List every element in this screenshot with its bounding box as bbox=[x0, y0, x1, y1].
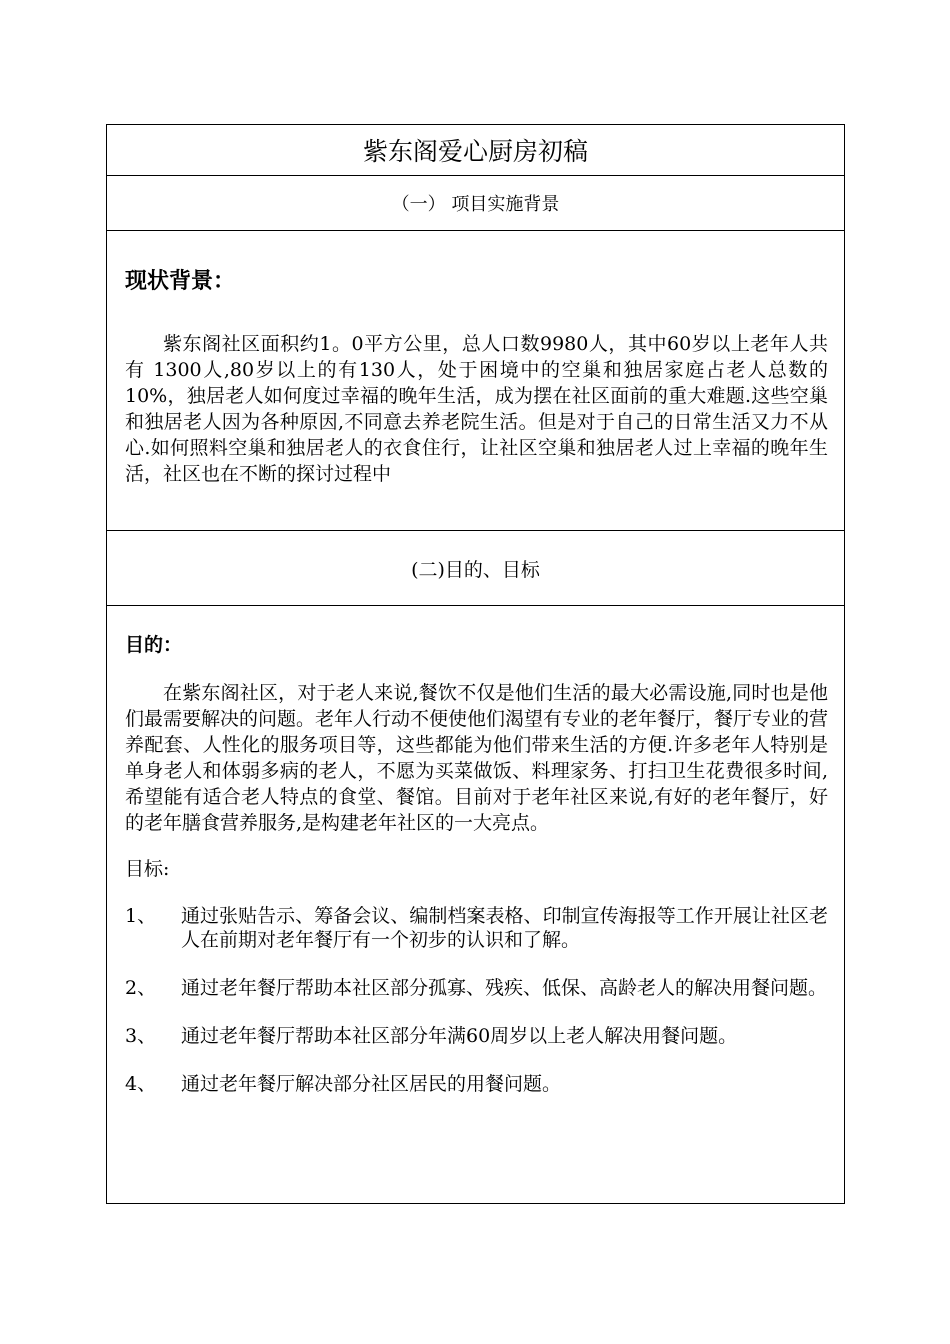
purpose-paragraph: 在紫东阁社区，对于老人来说,餐饮不仅是他们生活的最大必需设施,同时也是他们最需要解决的问题。老年人行动不便使他们渴望有专业的老年餐厅，餐厅专业的营养配套、人性化的服务项目等，这些都能为他们带来生活的方便.许多老年人特别是单身老人和体弱多病的老人，不愿为买菜做饭、料理家务、打扫卫生花费很多时间,希望能有适合老人特点的食堂、餐馆。目前对于老年社区来说,有好的老年餐厅，好的老年膳食营养服务,是构建老年社区的一大亮点。 bbox=[125, 682, 829, 834]
goal-text: 通过张贴告示、筹备会议、编制档案表格、印制宣传海报等工作开展让社区老人在前期对老年餐厅有一个初步的认识和了解。 bbox=[181, 905, 828, 951]
section2-heading-row bbox=[107, 531, 844, 606]
purpose-section bbox=[107, 606, 844, 1203]
section1-heading-row bbox=[107, 176, 844, 231]
background-paragraph: 紫东阁社区面积约1。0平方公里，总人口数9980人，其中60岁以上老年人共有 1300人,80岁以上的有130人，处于困境中的空巢和独居家庭占老人总数的10%，独居老人如何度过幸福的晚年生活，成为摆在社区面前的重大难题.这些空巢和独居老人因为各种原因,不同意去养老院生活。但是对于自己的日常生活又力不从心.如何照料空巢和独居老人的衣食住行，让社区空巢和独居老人过上幸福的晚年生活，社区也在不断的探讨过程中 bbox=[125, 333, 828, 485]
goal-text: 通过老年餐厅解决部分社区居民的用餐问题。 bbox=[181, 1073, 562, 1095]
goal-number: 2、 bbox=[125, 977, 157, 999]
document-table bbox=[106, 124, 845, 1204]
goal-text: 通过老年餐厅帮助本社区部分年满60周岁以上老人解决用餐问题。 bbox=[181, 1025, 738, 1047]
section2-heading: (二)目的、目标 bbox=[411, 558, 540, 581]
background-section bbox=[107, 231, 844, 531]
background-heading: 现状背景： bbox=[125, 269, 236, 294]
goal-number: 3、 bbox=[125, 1025, 157, 1047]
goal-number: 4、 bbox=[125, 1073, 157, 1095]
purpose-heading: 目的： bbox=[125, 634, 183, 656]
section1-heading: （一） 项目实施背景 bbox=[391, 194, 560, 215]
goal-item bbox=[125, 1072, 828, 1096]
goal-item bbox=[125, 1024, 828, 1048]
goal-text: 通过老年餐厅帮助本社区部分孤寡、残疾、低保、高龄老人的解决用餐问题。 bbox=[181, 977, 828, 999]
goals-label: 目标: bbox=[125, 858, 170, 880]
goal-item bbox=[125, 904, 828, 952]
document-title: 紫东阁爱心厨房初稿 bbox=[362, 137, 588, 166]
goal-number: 1、 bbox=[125, 905, 157, 927]
goal-item bbox=[125, 976, 828, 1000]
document-title-row bbox=[107, 125, 844, 176]
